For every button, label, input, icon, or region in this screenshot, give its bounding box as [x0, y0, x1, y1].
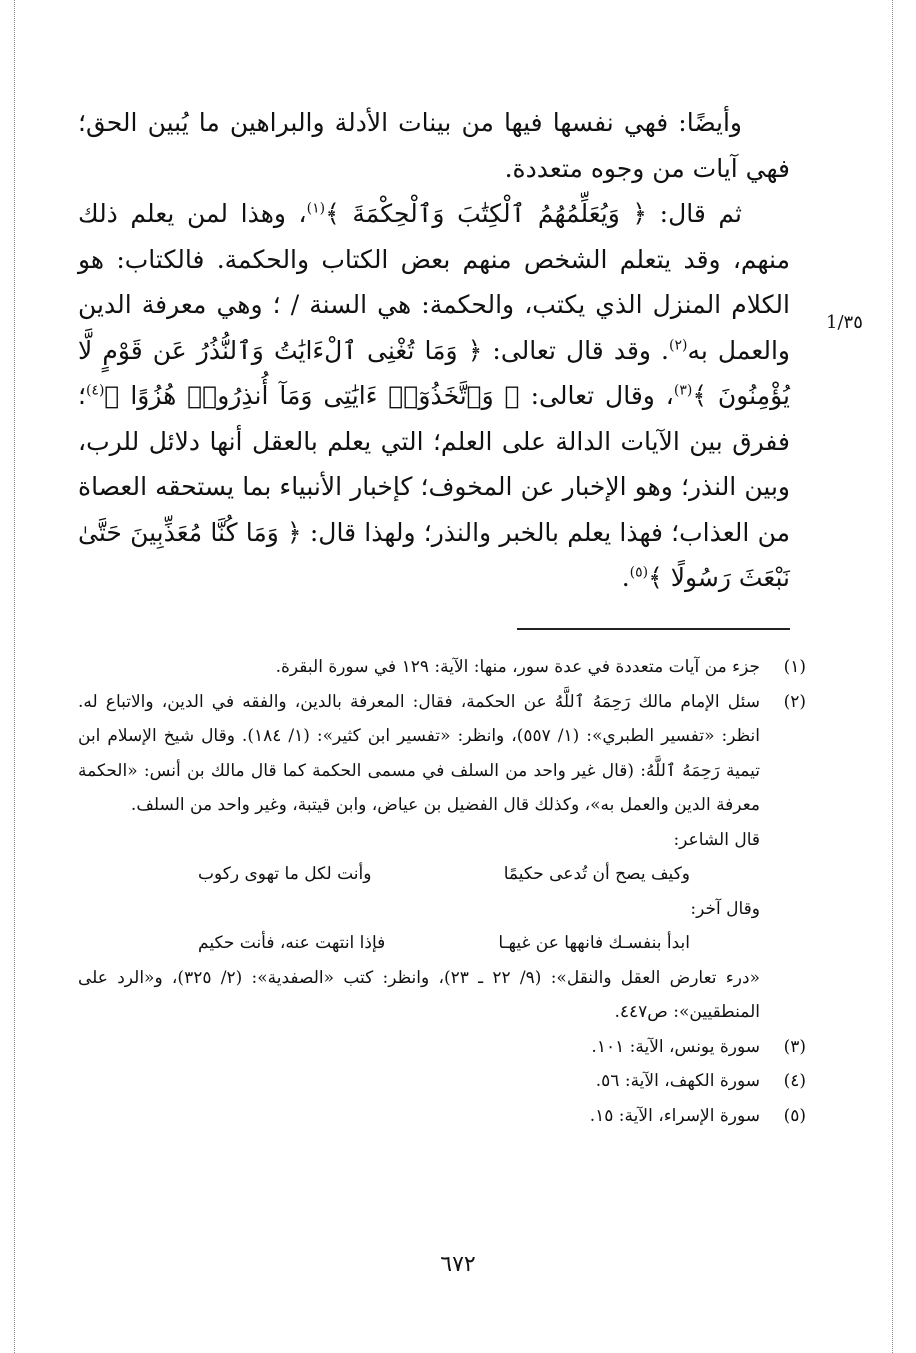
- main-text: [78, 100, 790, 601]
- footnote-number: (٣): [783, 1036, 806, 1057]
- paragraph-2-text-b: ؛ ففرق بين الآيات الدالة على العلم؛ التي يعلم بالعقل أنها دلائل للرب، وبين النذر؛ وهو الإخبار عن المخوف؛ كإخبار الأنبياء بما يستحقه العصاة من العذاب؛ فهذا يعلم بالخبر والنذر؛ ولهذا قال: ﴿ وَمَا كُنَّا مُعَذِّبِينَ حَتَّىٰ نَبْعَثَ رَسُولًا ﴾: [78, 381, 790, 592]
- paragraph-2-text-a: ، وهذا لمن يعلم ذلك منهم، وقد يتعلم الشخص منهم بعض الكتاب والحكمة. فالكتاب: هو الكلام المنزل الذي يكتب، والحكمة: هي السنة / ؛ وهي معرفة الدين والعمل به: [78, 199, 791, 365]
- scan-margin-line-left: [14, 0, 15, 1353]
- footnotes: [78, 650, 806, 1133]
- footnote-text: سورة الإسراء، الآية: ١٥.: [589, 1105, 760, 1126]
- footnote-ref-3[interactable]: (٣): [673, 382, 693, 399]
- poetry-intro-1: قال الشاعر:: [673, 829, 760, 850]
- footnote-1: [78, 650, 806, 685]
- paragraph-1: وأيضًا: فهي نفسها فيها من بينات الأدلة والبراهين ما يُبين الحق؛ فهي آيات من وجوه متعددة.: [78, 108, 790, 183]
- quran-quote-1: ثم قال: ﴿ وَيُعَلِّمُهُمُ ٱلْكِتَٰبَ وَٱلْحِكْمَةَ ﴾: [325, 199, 742, 228]
- footnote-number: (٥): [783, 1105, 806, 1126]
- footnote-number: (١): [783, 657, 806, 677]
- footnote-number: (٤): [783, 1071, 806, 1091]
- poetry-verse-2: [78, 926, 760, 961]
- footnote-2: [78, 685, 806, 1030]
- footnote-3: [78, 1030, 806, 1065]
- verse-1-first-hemistich: وكيف يصح أن تُدعى حكيمًا: [503, 864, 690, 884]
- poetry-verse-1: [78, 857, 760, 892]
- verse-2-second-hemistich: فإذا انتهت عنه، فأنت حكيم: [198, 933, 386, 953]
- margin-page-reference: 1/٣٥: [826, 312, 863, 333]
- footnote-5: [78, 1099, 806, 1134]
- verse-1-second-hemistich: وأنت لكل ما تهوى ركوب: [198, 864, 372, 884]
- footnote-number: (٢): [783, 691, 806, 712]
- footnote-text: سئل الإمام مالك رَحِمَهُ ٱللَّهُ عن الحكمة، فقال: المعرفة بالدين، والفقه في الدين، والاتباع له. انظر: «تفسير الطبري»: (١/ ٥٥٧)، وانظر: «تفسير ابن كثير»: (١/ ١٨٤). وقال شيخ الإسلام ابن تيمية رَحِمَهُ ٱللَّهُ: (قال غير واحد من السلف في مسمى الحكمة كما قال مالك بن أنس: «الحكمة معرفة الدين والعمل به»، وكذلك قال الفضيل بن عياض، وابن قيتبة، وغير واحد من السلف.: [78, 691, 760, 815]
- footnote-ref-2[interactable]: (٢): [669, 337, 688, 354]
- quran-quote-3: ، وقال تعالى: ﴿ وَٱتَّخَذُوٓا۟ ءَايَٰتِى وَمَآ أُنذِرُوا۟ هُزُوًا ﴾: [104, 381, 674, 410]
- scan-margin-line-right: [892, 0, 893, 1353]
- verse-2-first-hemistich: ابدأ بنفسـك فانهها عن غيهـا: [498, 933, 690, 953]
- footnote-text: جزء من آيات متعددة في عدة سور، منها: الآية: ١٢٩ في سورة البقرة.: [275, 657, 760, 677]
- footnote-text: سورة يونس، الآية: ١٠١.: [591, 1036, 760, 1057]
- quran-quote-2: . وقد قال تعالى: ﴿ وَمَا تُغْنِى ٱلْءَايَٰتُ وَٱلنُّذُرُ عَن قَوْمٍ لَّا يُؤْمِنُونَ ﴾: [78, 335, 790, 410]
- paragraph-2-end: .: [621, 563, 630, 592]
- poetry-intro-2: وقال آخر:: [690, 898, 760, 919]
- footnote-ref-4[interactable]: (٤): [85, 382, 105, 399]
- paragraph-2: [78, 191, 790, 601]
- footnote-4: [78, 1064, 806, 1099]
- footnote-separator: [517, 628, 790, 630]
- poetry-source: «درء تعارض العقل والنقل»: (٩/ ٢٢ ـ ٢٣)، وانظر: كتب «الصفدية»: (٢/ ٣٢٥)، و«الرد على المنطقيين»: ص٤٤٧.: [78, 967, 760, 1022]
- footnote-ref-5[interactable]: (٥): [629, 564, 649, 581]
- page-number: ٦٧٢: [440, 1252, 476, 1277]
- footnote-text: سورة الكهف، الآية: ٥٦.: [595, 1071, 760, 1091]
- footnote-ref-1[interactable]: (١): [306, 200, 326, 217]
